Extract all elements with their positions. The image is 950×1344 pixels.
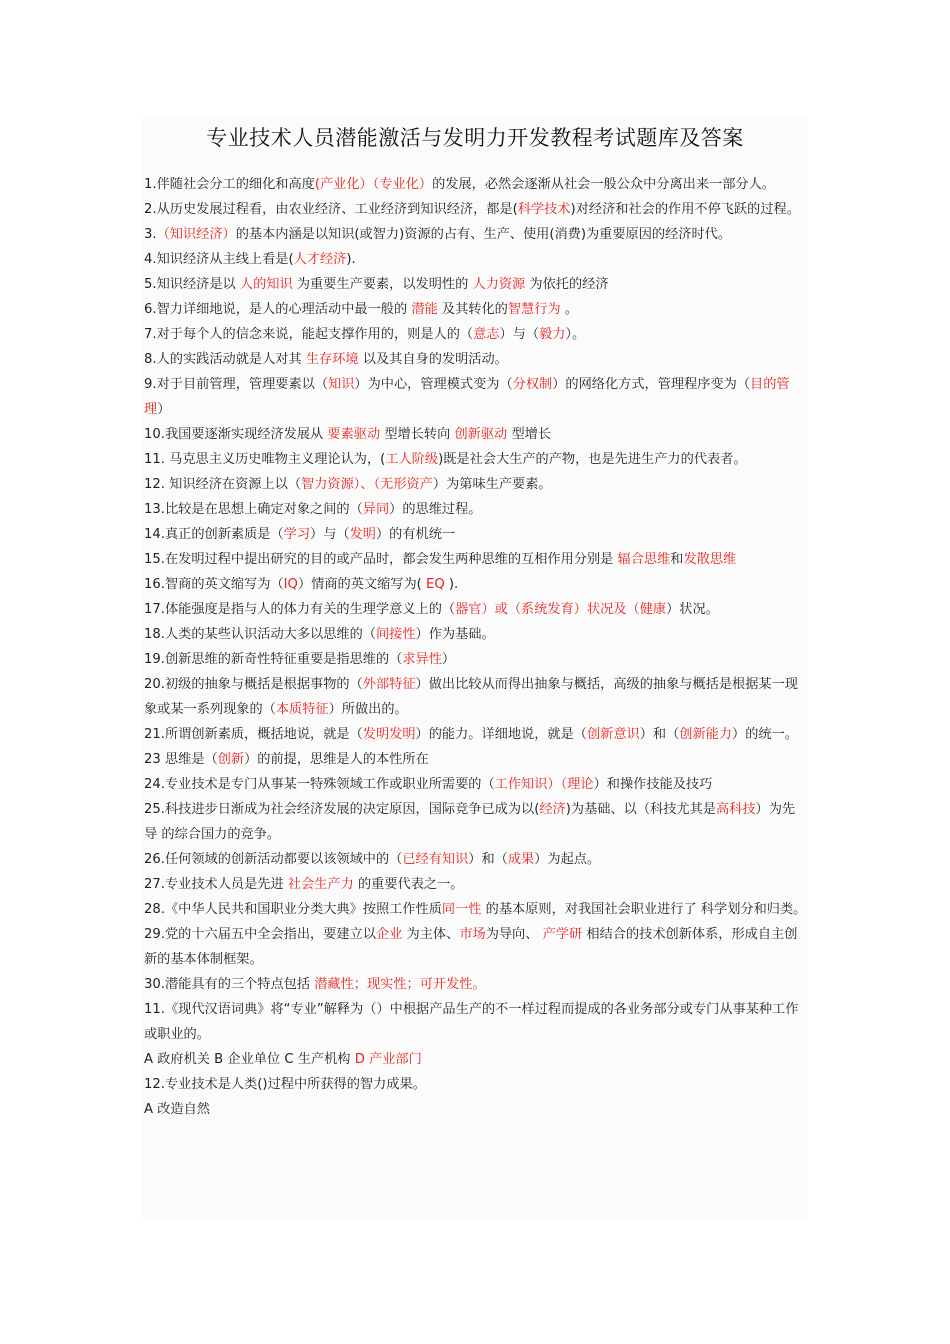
question-text: 12. 知识经济在资源上以（: [144, 477, 302, 492]
question-text: ）。: [565, 327, 586, 342]
question-text: ).: [448, 577, 459, 592]
question-item: [144, 747, 808, 772]
question-text: 12.专业技术是人类()过程中所获得的智力成果。: [144, 1077, 426, 1092]
question-item: [144, 347, 808, 372]
question-text: ）状况。: [666, 602, 719, 617]
answer-text: 外部特征: [362, 677, 416, 692]
answer-text: 已经有知识: [402, 852, 469, 867]
answer-text: 学习: [283, 527, 311, 542]
question-text: 5.知识经济是以: [144, 277, 240, 292]
answer-text: 人的知识: [239, 277, 293, 292]
answer-text: 毅力: [539, 327, 566, 342]
question-text: 的发展，必然会逐渐从社会一般公众中分离出来一部分人。: [432, 177, 775, 192]
question-text: 15.在发明过程中提出研究的目的或产品时，都会发生两种思维的互相作用分别是: [144, 552, 618, 567]
question-item: [144, 797, 808, 847]
question-item: [144, 172, 808, 197]
answer-text: 发散思维: [683, 552, 737, 567]
question-text: ）为第味生产要素。: [432, 477, 552, 492]
question-text: 10.我国要逐渐实现经济发展从: [144, 427, 328, 442]
question-item: [144, 297, 808, 322]
answer-text: 产学研: [542, 927, 583, 942]
question-item: [144, 272, 808, 297]
question-text: 7.对于每个人的信念来说，能起支撑作用的，则是人的（: [144, 327, 474, 342]
answer-text: EQ: [421, 577, 449, 592]
answer-text: 知识: [328, 377, 355, 392]
question-text: ）与（: [310, 527, 350, 542]
answer-text: 科学技术: [517, 202, 571, 217]
question-text: ）的能力。详细地说，就是（: [415, 727, 587, 742]
question-item: [144, 197, 808, 222]
answer-text: 工作知识）（理论: [494, 777, 594, 792]
question-text: ）做出比较从而得出抽象与概括，高级的抽象与概括是根据某一现象或某一系列现象的（: [144, 677, 798, 717]
question-text: ).: [346, 252, 356, 267]
question-text: 1.伴随社会分工的细化和高度: [144, 177, 315, 192]
answer-text: 本质特征: [275, 702, 329, 717]
question-item: [144, 472, 808, 497]
answer-text: 发明: [349, 527, 376, 542]
question-text: 为依托的经济: [525, 277, 609, 292]
question-item: [144, 222, 808, 247]
question-text: )既是社会大生产的产物，也是先进生产力的代表者。: [438, 452, 747, 467]
question-text: 11. 马克思主义历史唯物主义理论认为，(: [144, 452, 386, 467]
question-text: 为导向、: [485, 927, 543, 942]
answer-text: 异同: [362, 502, 390, 517]
answer-text: 目的管理: [144, 377, 790, 417]
question-text: 20.初级的抽象与概括是根据事物的（: [144, 677, 363, 692]
answer-text: 意志: [473, 327, 500, 342]
answer-text: D 产业部门: [354, 1052, 422, 1067]
question-text: 18.人类的某些认识活动大多以思维的（: [144, 627, 376, 642]
question-text: 24.专业技术是专门从事某一特殊领域工作或职业所需要的（: [144, 777, 495, 792]
question-item: [144, 722, 808, 747]
question-text: 29.党的十六届五中全会指出，要建立以: [144, 927, 376, 942]
question-text: ）与（: [499, 327, 540, 342]
question-text: A 改造自然: [144, 1102, 210, 1117]
question-text: ）作为基础。: [415, 627, 495, 642]
answer-text: 智力资源）、（无形资产: [301, 477, 433, 492]
answer-text: 求异性: [402, 652, 442, 667]
question-item: [144, 372, 808, 422]
question-item: [144, 647, 808, 672]
question-item: [144, 872, 808, 897]
question-text: 的基本原则，对我国社会职业进行了 科学划分和归类。: [481, 902, 807, 917]
question-text: ）和（: [468, 852, 508, 867]
question-text: ）: [441, 652, 456, 667]
question-text: ）和操作技能及技巧: [593, 777, 713, 792]
question-item: [144, 672, 808, 722]
answer-text: 工人阶级: [385, 452, 439, 467]
answer-text: 创新驱动: [454, 427, 508, 442]
question-text: 相结合的技术创新体系，形成自主创新的基本体制框架。: [144, 927, 798, 967]
question-item: [144, 547, 808, 572]
question-text: ）的前提，思维是人的本性所在: [244, 752, 429, 767]
question-text: 型增长转向: [380, 427, 455, 442]
question-text: 6.智力详细地说，是人的心理活动中最一般的: [144, 302, 412, 317]
answer-text: 创新能力: [679, 727, 733, 742]
answer-text: 潜藏性；现实性；可开发性。: [314, 977, 486, 992]
answer-text: 发明发明: [362, 727, 416, 742]
question-item: [144, 1072, 808, 1097]
answer-text: 创新: [217, 752, 245, 767]
question-text: 为重要生产要素，以发明性的: [292, 277, 473, 292]
question-text: 28.《中华人民共和国职业分类大典》按照工作性质: [144, 902, 442, 917]
question-text: 27.专业技术人员是先进: [144, 877, 288, 892]
answer-text: 成果: [507, 852, 535, 867]
answer-text: 高科技: [715, 802, 756, 817]
question-text: ）的统一。: [732, 727, 798, 742]
answer-text: (产业化）（专业化）: [314, 177, 433, 192]
answer-text: 潜能: [411, 302, 438, 317]
question-item: [144, 572, 808, 597]
answer-text: 分权制: [512, 377, 553, 392]
question-text: A 政府机关 B 企业单位 C 生产机构: [144, 1052, 355, 1067]
answer-text: 同一性: [441, 902, 482, 917]
answer-text: 经济: [539, 802, 566, 817]
question-item: [144, 972, 808, 997]
question-text: 。: [560, 302, 578, 317]
question-item: [144, 622, 808, 647]
answer-text: 间接性: [375, 627, 416, 642]
question-text: ）和（: [639, 727, 680, 742]
answer-text: 社会生产力: [287, 877, 354, 892]
question-text: 21.所谓创新素质，概括地说，就是（: [144, 727, 363, 742]
question-text: 9.对于目前管理，管理要素以（: [144, 377, 329, 392]
question-item: [144, 497, 808, 522]
question-text: 16.智商的英文缩写为（: [144, 577, 284, 592]
question-item: [144, 922, 808, 972]
question-item: [144, 847, 808, 872]
answer-text: IQ: [283, 577, 298, 592]
question-item: [144, 1097, 808, 1122]
question-text: ）: [157, 402, 171, 417]
question-text: 19.创新思维的新奇性特征重要是指思维的（: [144, 652, 403, 667]
answer-text: 智慧行为: [507, 302, 561, 317]
answer-text: 要素驱动: [327, 427, 381, 442]
question-text: 25.科技进步日渐成为社会经济发展的决定原因，国际竞争已成为以(: [144, 802, 540, 817]
question-item: [144, 997, 808, 1047]
question-item: [144, 597, 808, 622]
question-text: 以及其自身的发明活动。: [358, 352, 508, 367]
answer-text: 辐合思维: [617, 552, 671, 567]
answer-text: 人力资源: [472, 277, 526, 292]
question-text: 13.比较是在思想上确定对象之间的（: [144, 502, 363, 517]
question-item: [144, 247, 808, 272]
question-text: ）的网络化方式，管理程序变为（: [552, 377, 751, 392]
question-text: 26.任何领域的创新活动都要以该领域中的（: [144, 852, 403, 867]
question-text: )为基础、以（科技尤其是: [565, 802, 716, 817]
question-list: [142, 172, 808, 1122]
question-text: ）的有机统一: [375, 527, 456, 542]
page-title: 专业技术人员潜能激活与发明力开发教程考试题库及答案: [206, 126, 744, 150]
question-text: 17.体能强度是指与人的体力有关的生理学意义上的（: [144, 602, 456, 617]
question-text: 23 思维是（: [144, 752, 218, 767]
answer-text: 人才经济: [293, 252, 347, 267]
question-text: 的重要代表之一。: [353, 877, 464, 892]
question-text: ）为中心，管理模式变为（: [354, 377, 513, 392]
question-text: 4.知识经济从主线上看是(: [144, 252, 294, 267]
question-item: [144, 447, 808, 472]
question-text: 2.从历史发展过程看，由农业经济、工业经济到知识经济，都是(: [144, 202, 518, 217]
question-item: [144, 322, 808, 347]
question-item: [144, 422, 808, 447]
question-text: ）的思维过程。: [389, 502, 482, 517]
question-text: ）为起点。: [534, 852, 601, 867]
question-text: 11.《现代汉语词典》将“专业”解释为（）中根据产品生产的不一样过程而提成的各业务部分或专门从事某种工作或职业的。: [144, 1002, 799, 1042]
answer-text: 企业: [375, 927, 403, 942]
question-text: 的基本内涵是以知识(或智力)资源的占有、生产、使用(消费)为重要原因的经济时代。: [235, 227, 732, 242]
question-item: [144, 772, 808, 797]
question-text: 3.: [144, 227, 157, 242]
question-text: ）为先导 的综合国力的竞争。: [144, 802, 796, 842]
question-text: 14.真正的创新素质是（: [144, 527, 284, 542]
question-text: ）所做出的。: [328, 702, 408, 717]
question-text: 30.潜能具有的三个特点包括: [144, 977, 315, 992]
question-text: )对经济和社会的作用不停飞跃的过程。: [570, 202, 800, 217]
answer-text: 创新意识: [586, 727, 640, 742]
answer-text: 生存环境: [305, 352, 359, 367]
question-text: 8.人的实践活动就是人对其: [144, 352, 306, 367]
question-item: [144, 897, 808, 922]
answer-text: （知识经济）: [156, 227, 236, 242]
question-text: 和: [670, 552, 684, 567]
question-item: [144, 522, 808, 547]
question-text: ）情商的英文缩写为(: [297, 577, 422, 592]
question-item: [144, 1047, 808, 1072]
question-text: 及其转化的: [437, 302, 508, 317]
answer-text: 市场: [459, 927, 486, 942]
answer-text: 器官）或（系统发育）状况及（健康: [455, 602, 667, 617]
document-body: [142, 118, 808, 1218]
question-text: 型增长: [507, 427, 552, 442]
question-text: 为主体、: [402, 927, 460, 942]
